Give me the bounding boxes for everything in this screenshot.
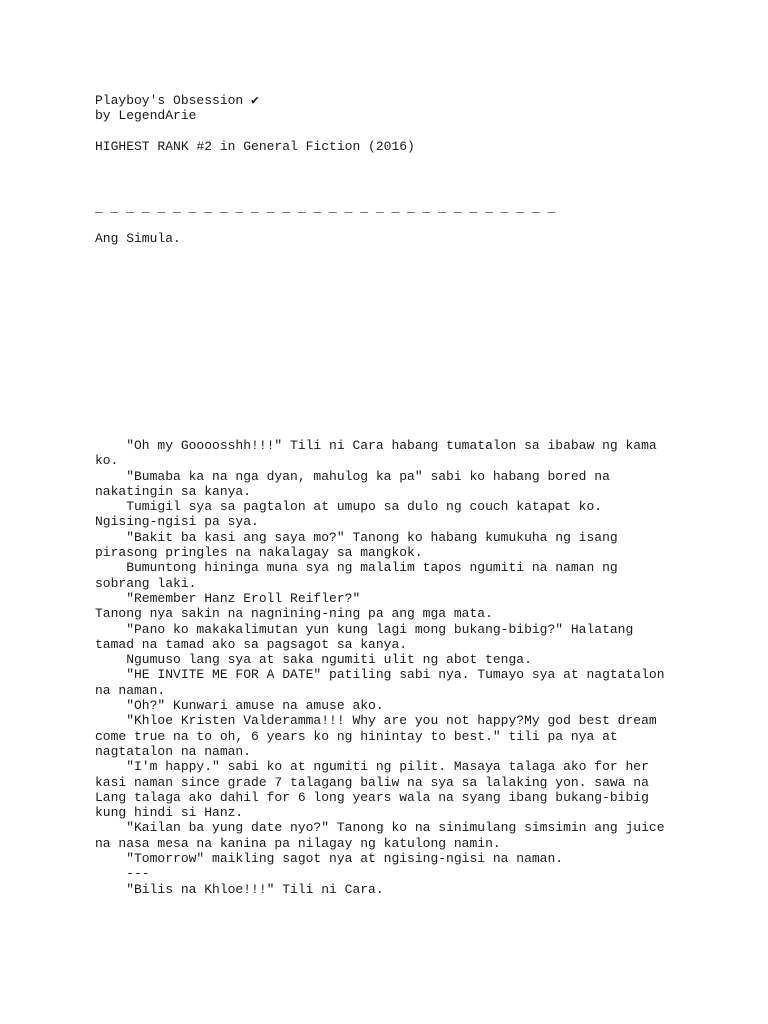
story-author: by LegendArie (95, 108, 197, 124)
story-line: ko. (95, 453, 119, 469)
story-line: Bumuntong hininga muna sya ng malalim tapos ngumiti na naman ng (95, 560, 618, 576)
story-line: Lang talaga ako dahil for 6 long years wala na syang ibang bukang-bibig (95, 789, 649, 805)
story-line: --- (95, 866, 150, 882)
story-line: Tanong nya sakin na nagnining-ning pa ang mga mata. (95, 606, 493, 622)
story-line: "Pano ko makakalimutan yun kung lagi mong bukang-bibig?" Halatang (95, 621, 634, 637)
story-title: Playboy's Obsession ✔ (95, 93, 259, 108)
story-line: "Kailan ba yung date nyo?" Tanong ko na sinimulang simsimin ang juice (95, 820, 665, 836)
story-body (95, 438, 675, 897)
chapter-title: Ang Simula. (95, 230, 181, 246)
story-line: Ngising-ngisi pa sya. (95, 514, 259, 530)
story-line: na nasa mesa na kanina pa nilagay ng katulong namin. (95, 835, 501, 851)
story-line: "I'm happy." sabi ko at ngumiti ng pilit. Masaya talaga ako for her (95, 759, 649, 775)
story-line: na naman. (95, 682, 166, 698)
story-line: "HE INVITE ME FOR A DATE" patiling sabi nya. Tumayo sya at nagtatalon (95, 667, 665, 683)
story-line: "Bilis na Khloe!!!" Tili ni Cara. (95, 881, 384, 897)
story-line: Tumigil sya sa pagtalon at umupo sa dulo ng couch katapat ko. (95, 499, 603, 515)
story-line: "Khloe Kristen Valderamma!!! Why are you not happy?My god best dream (95, 713, 657, 729)
story-line: "Tomorrow" maikling sagot nya at ngising-ngisi na naman. (95, 851, 564, 867)
spacer (95, 124, 675, 139)
story-line: "Oh?" Kunwari amuse na amuse ako. (95, 698, 384, 714)
story-line: sobrang laki. (95, 575, 197, 591)
story-line: kung hindi si Hanz. (95, 805, 244, 821)
story-line: nagtatalon na naman. (95, 743, 252, 759)
story-line: "Remember Hanz Eroll Reifler?" (95, 590, 361, 606)
story-line: tamad na tamad ako sa pagsagot sa kanya. (95, 636, 408, 652)
story-line: Ngumuso lang sya at saka ngumiti ulit ng abot tenga. (95, 652, 532, 668)
story-line: come true na to oh, 6 years ko ng hinintay to best." tili pa nya at (95, 728, 618, 744)
story-line: "Oh my Goooosshh!!!" Tili ni Cara habang tumatalon sa ibabaw ng kama (95, 438, 657, 453)
story-line: nakatingin sa kanya. (95, 483, 252, 499)
rank-note: HIGHEST RANK #2 in General Fiction (2016) (95, 138, 415, 154)
story-line: pirasong pringles na nakalagay sa mangkok. (95, 545, 423, 561)
story-line: "Bumaba ka na nga dyan, mahulog ka pa" sabi ko habang bored na (95, 468, 610, 484)
section-divider: _ _ _ _ _ _ _ _ _ _ _ _ _ _ _ _ _ _ _ _ _ _ _ _ _ _ _ _ _ _ (95, 200, 556, 216)
story-line: "Bakit ba kasi ang saya mo?" Tanong ko habang kumukuha ng isang (95, 529, 618, 545)
story-line: kasi naman since grade 7 talagang baliw na sya sa lalaking yon. sawa na (95, 774, 649, 790)
document-header (95, 93, 675, 246)
